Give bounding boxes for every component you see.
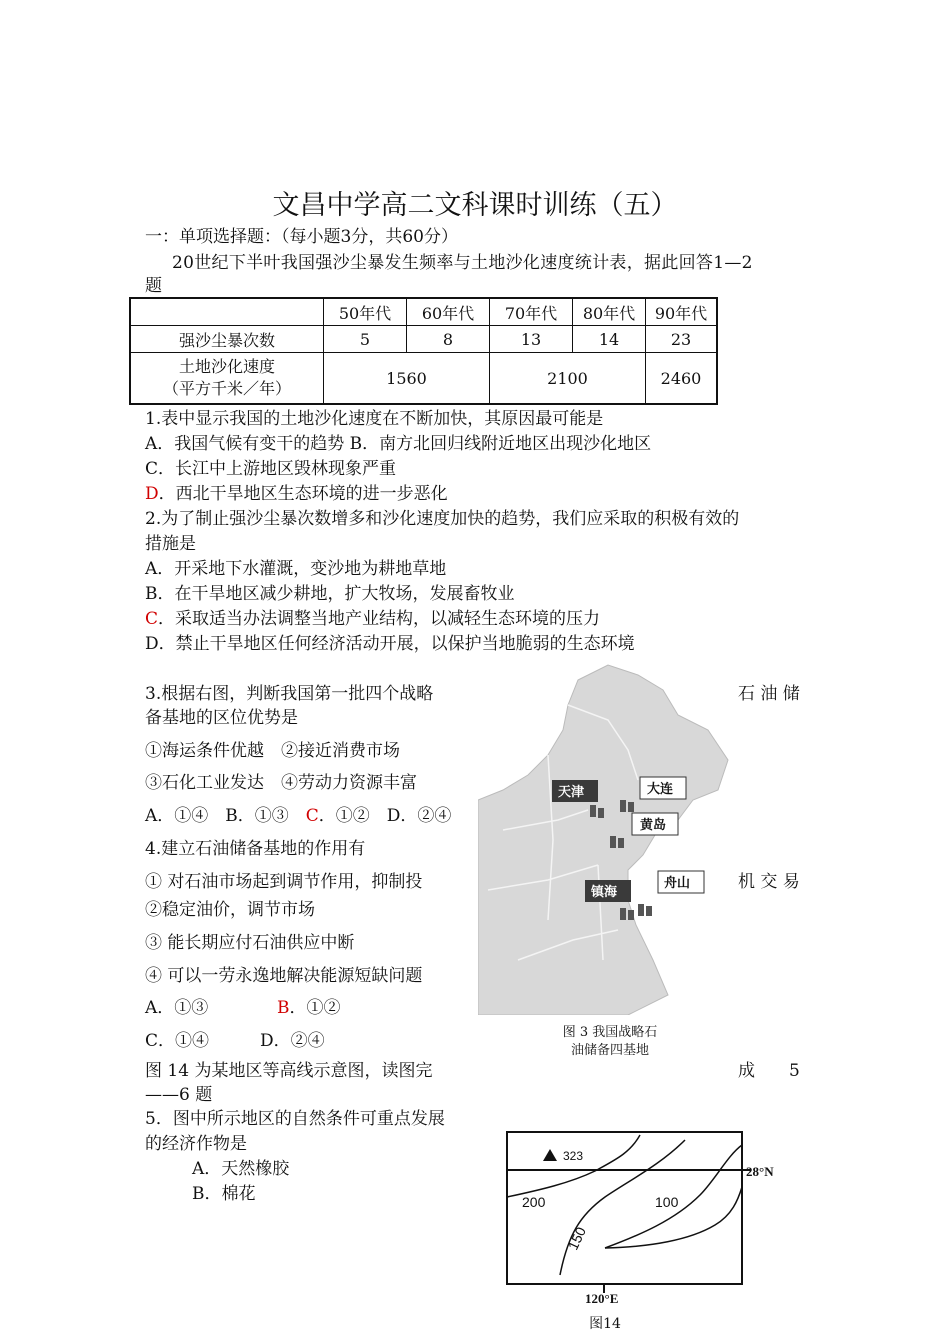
q2-option-d: D．禁止干旱地区任何经济活动开展，以保护当地脆弱的生态环境 xyxy=(145,634,635,654)
table-row-label-line: 土地沙化速度 xyxy=(178,357,275,376)
q4-statement-1-right: 机 交 易 xyxy=(738,872,800,892)
q2-option-c-text: ．采取适当办法调整当地产业结构，以减轻生态环境的压力 xyxy=(158,609,601,629)
q1-stem: 1.表中显示我国的土地沙化速度在不断加快，其原因最可能是 xyxy=(145,409,604,429)
q5-option-b: B．棉花 xyxy=(192,1184,256,1204)
table-row-label-line: （平方千米／年） xyxy=(162,379,291,398)
table-cell: 14 xyxy=(573,326,646,353)
intro-q5-6: 图 14 为某地区等高线示意图，读图完 xyxy=(145,1061,433,1081)
answer-letter: C xyxy=(305,806,319,826)
q4-statement-4: ④ 可以一劳永逸地解决能源短缺问题 xyxy=(145,966,423,986)
latitude-label: 28°N xyxy=(746,1164,774,1179)
map-caption-line2: 油储备四基地 xyxy=(570,1043,649,1058)
q2-stem-cont: 措施是 xyxy=(145,534,196,554)
table-header-cell: 60年代 xyxy=(407,298,490,326)
q1-options-ab: A．我国气候有变干的趋势 B．南方北回归线附近地区出现沙化地区 xyxy=(145,434,652,454)
q4-choices-cd: C．①④ D．②④ xyxy=(145,1031,325,1051)
peak-elevation: 323 xyxy=(563,1149,584,1163)
q3-choices xyxy=(145,806,451,826)
contour-label-100: 100 xyxy=(655,1194,679,1210)
contour-label-200: 200 xyxy=(522,1194,546,1210)
intro-q1-2: 20世纪下半叶我国强沙尘暴发生频率与土地沙化速度统计表，据此回答1—2 xyxy=(172,253,753,273)
q4-choice-b xyxy=(277,998,341,1018)
intro-q1-2-cont: 题 xyxy=(145,276,162,296)
section-heading: 一：单项选择题：（每小题3分，共60分） xyxy=(145,227,458,247)
table-row-label: 强沙尘暴次数 xyxy=(130,326,324,353)
q2-stem: 2.为了制止强沙尘暴次数增多和沙化速度加快的趋势，我们应采取的积极有效的 xyxy=(145,509,740,529)
q3-stem-cont: 备基地的区位优势是 xyxy=(145,708,298,728)
q3-stem-right: 石 油 储 xyxy=(738,684,800,704)
q5-stem-cont: 的经济作物是 xyxy=(145,1134,247,1154)
q2-option-c xyxy=(145,609,600,629)
q4-statement-2: ②稳定油价，调节市场 xyxy=(145,900,315,920)
intro-q5-6-right: 成 5 xyxy=(738,1061,800,1081)
map-label: 黄岛 xyxy=(640,818,667,833)
table-row-label xyxy=(130,353,324,405)
longitude-label: 120°E xyxy=(585,1291,619,1305)
table-cell: 5 xyxy=(324,326,407,353)
table-cell: 8 xyxy=(407,326,490,353)
map-label: 镇海 xyxy=(591,885,618,900)
intro-q5-6-cont: ——6 题 xyxy=(145,1085,213,1105)
table-header-cell: 90年代 xyxy=(646,298,718,326)
q5-stem: 5．图中所示地区的自然条件可重点发展 xyxy=(145,1109,445,1129)
q3-statements-1: ①海运条件优越 ②接近消费市场 xyxy=(145,741,400,761)
q1-option-d-text: ．西北干旱地区生态环境的进一步恶化 xyxy=(158,484,448,504)
contour-map-graphic xyxy=(500,1125,790,1305)
q3-choices-ab: A．①④ B．①③ xyxy=(145,806,306,826)
table-row xyxy=(130,353,717,405)
statistics-table xyxy=(129,297,718,405)
map-label: 天津 xyxy=(558,785,585,800)
q1-option-c: C．长江中上游地区毁林现象严重 xyxy=(145,459,397,479)
q4-statement-3: ③ 能长期应付石油供应中断 xyxy=(145,933,355,953)
q4-stem: 4.建立石油储备基地的作用有 xyxy=(145,839,366,859)
q2-option-b: B．在干旱地区减少耕地，扩大牧场，发展畜牧业 xyxy=(145,584,515,604)
table-cell: 2460 xyxy=(646,353,718,405)
answer-letter: D xyxy=(145,484,159,504)
table-header-cell: 80年代 xyxy=(573,298,646,326)
table-cell: 1560 xyxy=(324,353,490,405)
answer-letter: B xyxy=(277,998,290,1018)
table-row xyxy=(130,326,717,353)
page-title: 文昌中学高二文科课时训练（五） xyxy=(272,190,678,221)
map-caption-line1: 图 3 我国战略石 xyxy=(562,1025,658,1040)
table-header-cell: 70年代 xyxy=(490,298,573,326)
q4-statement-1: ① 对石油市场起到调节作用，抑制投 xyxy=(145,872,423,892)
q5-option-a: A．天然橡胶 xyxy=(192,1159,290,1179)
q3-statements-2: ③石化工业发达 ④劳动力资源丰富 xyxy=(145,773,417,793)
q4-choice-b-text: ．①② xyxy=(289,998,341,1018)
q3-stem: 3.根据右图，判断我国第一批四个战略 xyxy=(145,684,434,704)
table-cell: 13 xyxy=(490,326,573,353)
oil-reserve-map xyxy=(478,660,738,1015)
table-cell: 23 xyxy=(646,326,718,353)
table-cell: 2100 xyxy=(490,353,646,405)
map-label: 舟山 xyxy=(664,876,691,891)
figure-14-caption: 图14 xyxy=(589,1316,621,1332)
table-header-cell xyxy=(130,298,324,326)
contour-map xyxy=(500,1125,790,1305)
map-label: 大连 xyxy=(647,782,674,797)
q3-choices-cd: ．①② D．②④ xyxy=(318,806,452,826)
table-row xyxy=(130,298,717,326)
contour-label-150: 150 xyxy=(564,1224,590,1253)
china-east-map-graphic xyxy=(478,660,738,1015)
q4-choice-a: A．①③ xyxy=(145,998,209,1018)
q2-option-a: A．开采地下水灌溉，变沙地为耕地草地 xyxy=(145,559,447,579)
answer-letter: C xyxy=(145,609,159,629)
table-header-cell: 50年代 xyxy=(324,298,407,326)
q1-option-d xyxy=(145,484,448,504)
